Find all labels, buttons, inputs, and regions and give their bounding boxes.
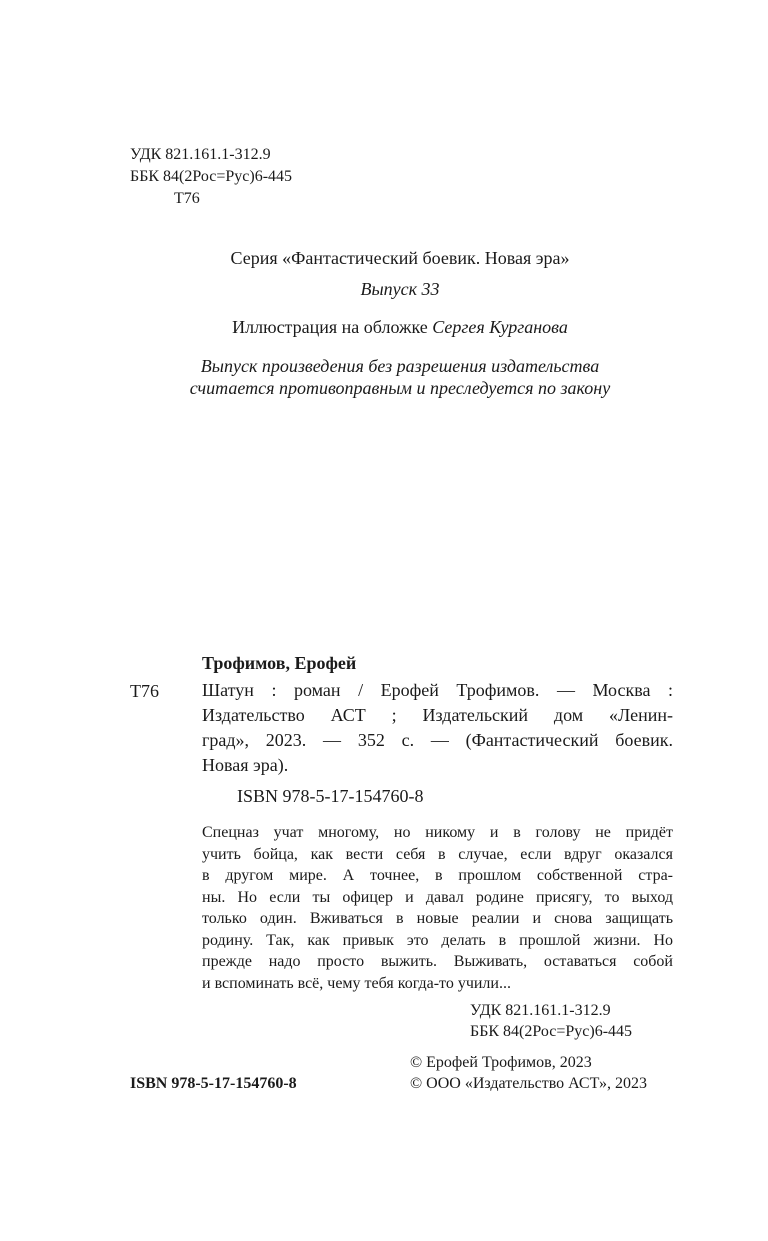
issue-number xyxy=(0,277,768,301)
series-line xyxy=(0,246,768,270)
illustration-credit xyxy=(0,315,768,339)
card-udk-code: УДК 821.161.1-312.9 xyxy=(470,1002,611,1019)
series-text: Серия «Фантастический боевик. Новая эра» xyxy=(230,248,570,268)
annotation-line: родину. Так, как привык это делать в прошлой жизни. Но xyxy=(202,931,673,949)
annotation-line: только один. Вживаться в новые реалии и снова защищать xyxy=(202,910,673,927)
bbk-code: ББК 84(2Рос=Рус)6-445 xyxy=(130,168,293,185)
annotation-line: учить бойца, как вести себя в случае, если вдруг оказался xyxy=(202,845,673,863)
warning-line-2: считается противоправным и преследуется по закону xyxy=(189,378,611,398)
biblio-line: Издательство АСТ ; Издательский дом «Ленин- xyxy=(202,705,673,725)
biblio-line: Шатун : роман / Ерофей Трофимов. — Москва : xyxy=(202,680,673,700)
biblio-line: град», 2023. — 352 с. — (Фантастический боевик. xyxy=(202,730,673,750)
illustration-artist: Сергея Курганова xyxy=(432,317,568,337)
isbn-bottom: ISBN 978-5-17-154760-8 xyxy=(130,1075,297,1092)
annotation-line: Спецназ учат многому, но никому и в голову не придёт xyxy=(202,824,673,841)
annotation-line: ны. Но если ты офицер и давал родине присягу, то выход xyxy=(202,888,673,906)
annotation-line: в другом мире. А точнее, в прошлом собственной стра- xyxy=(202,867,673,884)
card-author-mark: Т76 xyxy=(130,681,159,701)
annotation-line: прежде надо просто выжить. Выживать, оставаться собой xyxy=(202,953,673,970)
card-author: Трофимов, Ерофей xyxy=(202,653,357,673)
copyright-publisher: © ООО «Издательство АСТ», 2023 xyxy=(410,1075,647,1092)
warning-line-1: Выпуск произведения без разрешения издательства xyxy=(200,356,600,376)
legal-warning xyxy=(0,355,768,399)
annotation-line: и вспоминать всё, чему тебя когда-то учили... xyxy=(202,974,511,992)
card-isbn: ISBN 978-5-17-154760-8 xyxy=(237,786,424,806)
biblio-line: Новая эра). xyxy=(202,755,289,775)
udk-code: УДК 821.161.1-312.9 xyxy=(130,146,271,163)
card-bbk-code: ББК 84(2Рос=Рус)6-445 xyxy=(470,1023,633,1040)
author-mark: Т76 xyxy=(174,190,200,207)
copyright-author: © Ерофей Трофимов, 2023 xyxy=(410,1054,592,1071)
bibliographic-description xyxy=(202,678,673,778)
issue-text: Выпуск 33 xyxy=(360,279,440,299)
illustration-prefix: Иллюстрация на обложке xyxy=(232,317,433,337)
annotation xyxy=(202,822,673,994)
